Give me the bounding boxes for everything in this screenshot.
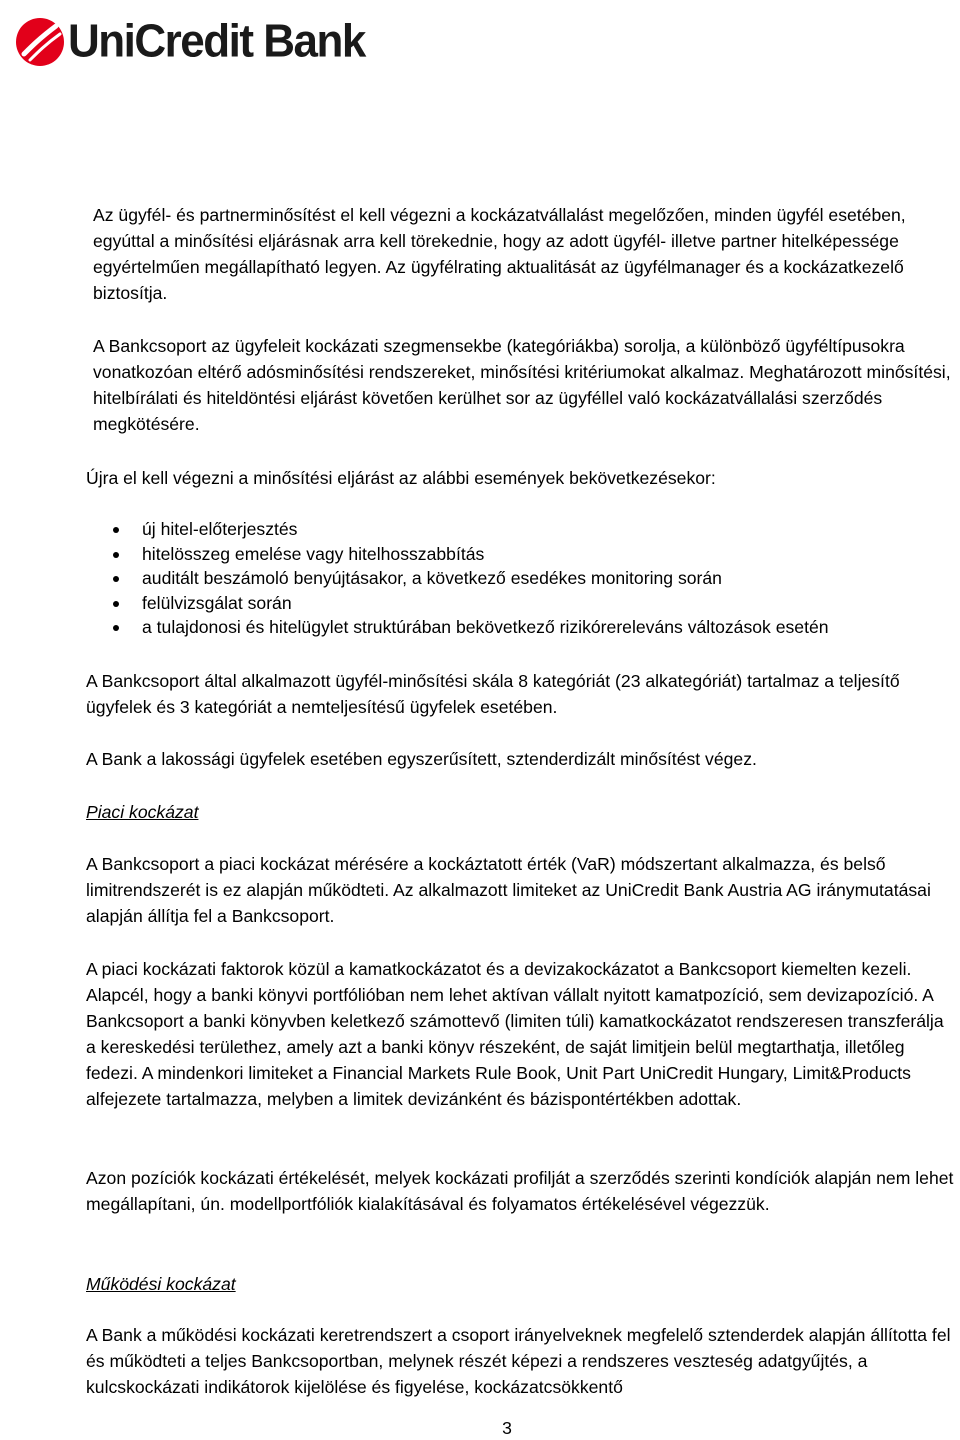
unicredit-logo-icon: [14, 16, 66, 68]
heading-market-risk: Piaci kockázat: [86, 802, 199, 822]
paragraph-client-rating: Az ügyfél- és partnerminősítést el kell végezni a kockázatvállalást megelőzően, minden ügyfél esetében, egyúttal a minősítési eljárásnak arra kell törekednie, hogy az adott ügyfél- illetve partner hitelképessége egyértelműen megállapítható legyen. Az ügyfélrating aktualitását az ügyfélmanager és a kockázatkezelő biztosítja.: [93, 205, 906, 303]
list-item: a tulajdonosi és hitelügylet struktúrában bekövetkező rizikórereleváns változások esetén: [110, 615, 829, 640]
page-number: 3: [502, 1418, 512, 1438]
list-item: hitelösszeg emelése vagy hitelhosszabbítás: [110, 542, 829, 567]
list-item: auditált beszámoló benyújtásakor, a következő esedékes monitoring során: [110, 566, 829, 591]
paragraph-model-portfolios: Azon pozíciók kockázati értékelését, melyek kockázati profilját a szerződés szerinti kondíciók alapján nem lehet megállapítani, ún. modellportfóliók kialakításával és folyamatos értékelésével végezzük.: [86, 1168, 954, 1214]
bullet-icon: [113, 552, 119, 558]
rerating-events-list: [110, 517, 829, 640]
paragraph-rating-scale: A Bankcsoport által alkalmazott ügyfél-minősítési skála 8 kategóriát (23 alkategóriát) tartalmaz a teljesítő ügyfelek és 3 kategóriát a nemteljesítésű ügyfelek esetében.: [86, 671, 900, 717]
list-item: új hitel-előterjesztés: [110, 517, 829, 542]
heading-operational-risk: Működési kockázat: [86, 1274, 236, 1294]
paragraph-operational-risk: A Bank a működési kockázati keretrendszert a csoport irányelveknek megfelelő sztenderdek alapján állította fel és működteti a teljes Bankcsoportban, melynek részét képezi a rendszeres veszteség adatgyűjtés, a kulcskockázati indikátorok kijelölése és figyelése, kockázatcsökkentő: [86, 1325, 951, 1397]
bullet-icon: [113, 527, 119, 533]
paragraph-rerating-intro: Újra el kell végezni a minősítési eljárást az alábbi események bekövetkezésekor:: [86, 468, 716, 488]
bullet-icon: [113, 576, 119, 582]
paragraph-retail-rating: A Bank a lakossági ügyfelek esetében egyszerűsített, sztenderdizált minősítést végez.: [86, 749, 757, 769]
paragraph-risk-segments: A Bankcsoport az ügyfeleit kockázati szegmensekbe (kategóriákba) sorolja, a különböző ügyféltípusokra vonatkozóan eltérő adósminősítési rendszereket, minősítési kritériumokat alkalmaz. Meghatározott minősítési, hitelbírálati és hiteldöntési eljárást követően kerülhet sor az ügyféllel való kockázatvállalási szerződés megkötésére.: [93, 336, 951, 434]
brand-name: UniCredit Bank: [68, 15, 365, 68]
bullet-icon: [113, 601, 119, 607]
paragraph-market-risk-factors: A piaci kockázati faktorok közül a kamatkockázatot és a devizakockázatot a Bankcsoport kiemelten kezeli. Alapcél, hogy a banki könyvi portfólióban nem lehet aktívan vállalt nyitott kamatpozíció, sem devizapozíció. A Bankcsoport a banki könyvben keletkező számottevő (limiten túli) kamatkockázatot rendszeresen transzferálja a kereskedési területhez, amely azt a banki könyv részeként, de saját limitjein belül megtarthatja, illetőleg fedezi. A mindenkori limiteket a Financial Markets Rule Book, Unit Part UniCredit Hungary, Limit&Products alfejezete tartalmazza, melyben a limitek devizánként és bázispontértékben adottak.: [86, 959, 944, 1109]
unicredit-logo: [14, 14, 365, 70]
paragraph-var-method: A Bankcsoport a piaci kockázat mérésére a kockáztatott érték (VaR) módszertant alkalmazza, és belső limitrendszerét is ez alapján működteti. Az alkalmazott limiteket az UniCredit Bank Austria AG iránymutatásai alapján állítja fel a Bankcsoport.: [86, 854, 931, 926]
list-item: felülvizsgálat során: [110, 591, 829, 616]
bullet-icon: [113, 625, 119, 631]
